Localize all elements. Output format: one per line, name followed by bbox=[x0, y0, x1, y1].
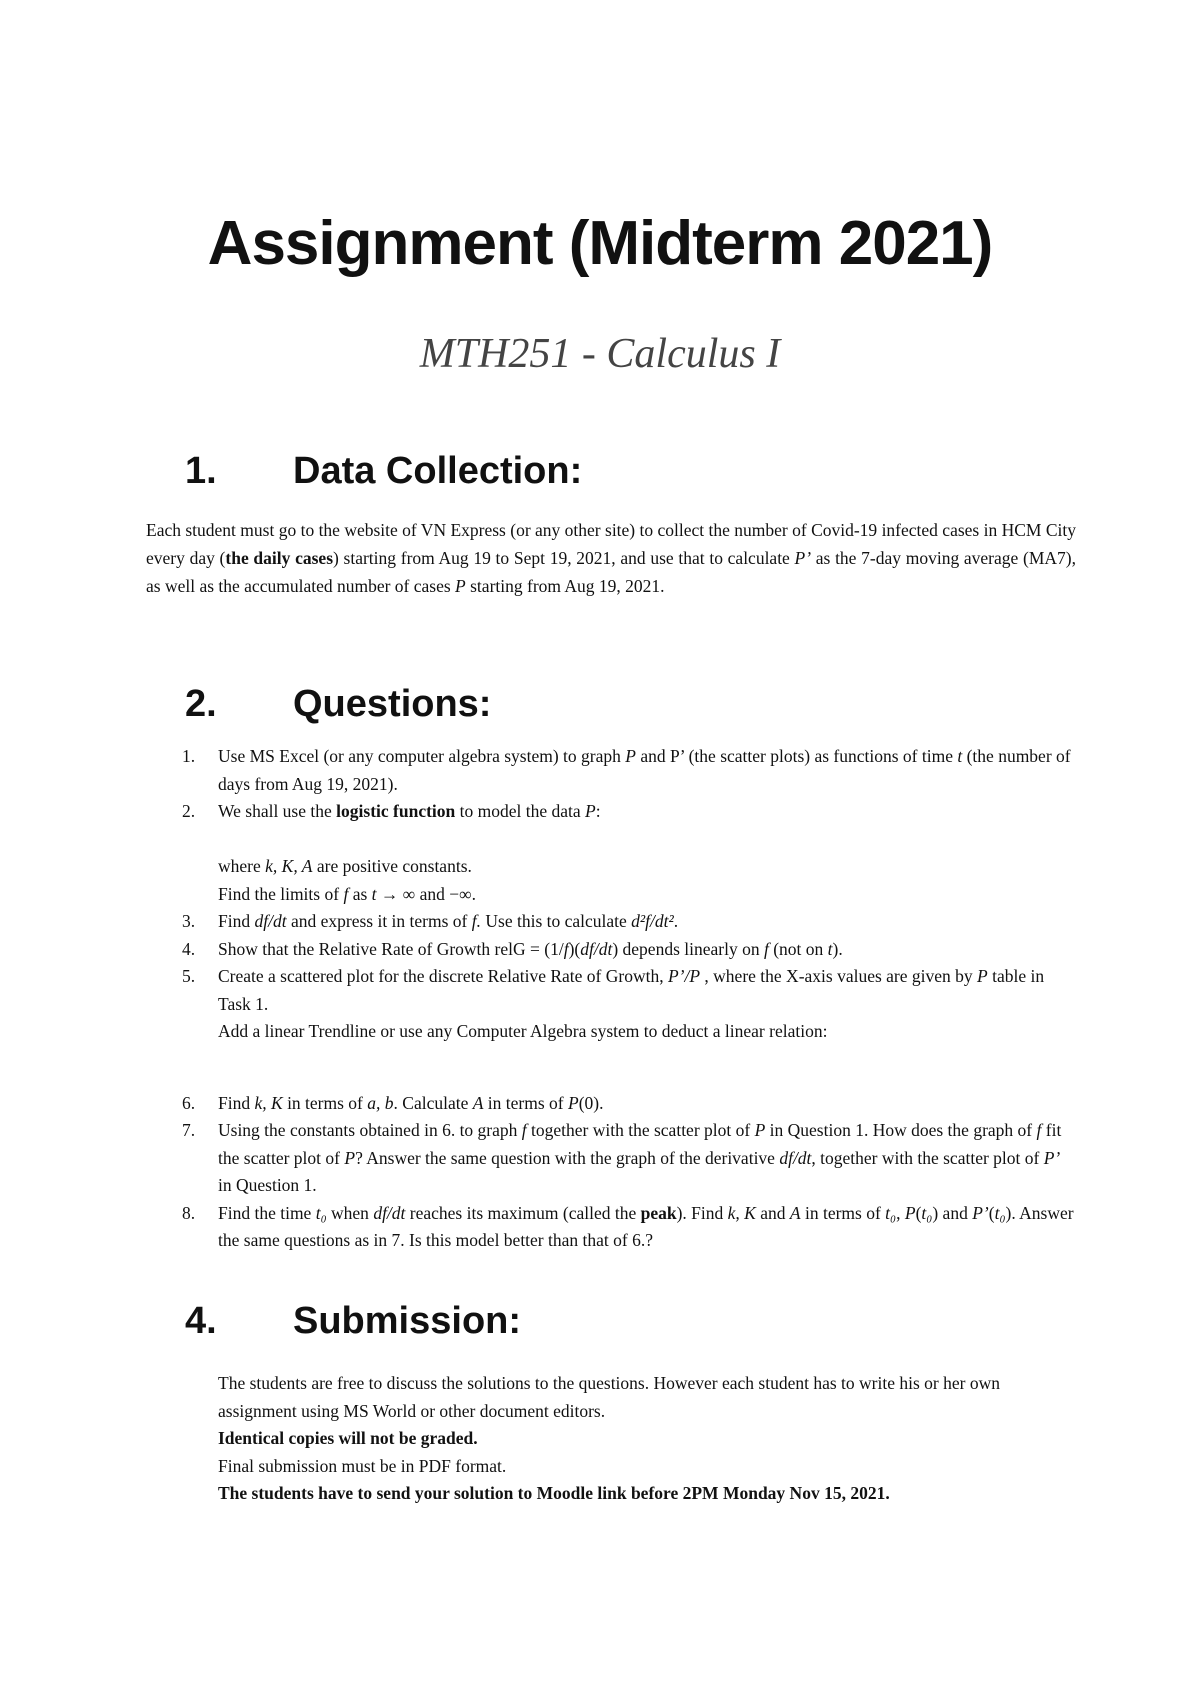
text-run: Find bbox=[218, 911, 255, 931]
section-heading-data-collection bbox=[185, 450, 582, 493]
text-run: ). Find bbox=[676, 1202, 728, 1223]
text-run: Show that the Relative Rate of Growth relG = (1/ bbox=[218, 938, 564, 959]
course-subtitle: MTH251 - Calculus I bbox=[419, 331, 781, 377]
text-run: ( bbox=[988, 1202, 995, 1223]
submission-format: Final submission must be in PDF format. bbox=[218, 1455, 507, 1476]
text-run-italic: df/dt bbox=[779, 1147, 812, 1168]
text-run: ? Answer the same question with the graph of the derivative bbox=[355, 1147, 780, 1168]
text-run-bold: logistic function bbox=[336, 801, 456, 821]
item-number: 5. bbox=[182, 966, 196, 986]
text-run-italic: df/dt bbox=[580, 938, 613, 959]
text-run: Create a scattered plot for the discrete Relative Rate of Growth, bbox=[218, 966, 668, 986]
text-run-italic: t₀ bbox=[885, 1202, 897, 1223]
text-run-italic: f bbox=[763, 938, 769, 959]
text-run-italic: f bbox=[343, 883, 349, 904]
formula-gap bbox=[218, 826, 1076, 854]
text-run-italic: k, K, A bbox=[265, 856, 313, 876]
text-run-italic: k, K bbox=[727, 1202, 756, 1223]
text-run-italic: P bbox=[754, 1120, 766, 1140]
text-run: Find the time bbox=[218, 1202, 316, 1223]
formula-gap bbox=[218, 1046, 1076, 1090]
text-run-italic: A bbox=[472, 1092, 484, 1113]
section-label: Questions: bbox=[293, 683, 492, 725]
text-run-italic: P’ bbox=[972, 1202, 989, 1223]
text-run: , where the X-axis values are given by bbox=[700, 966, 978, 986]
text-run: ) starting from Aug 19 to Sept 19, 2021, and use that to calculate bbox=[333, 548, 795, 568]
section-number: 2. bbox=[185, 683, 217, 725]
text-run-italic: f bbox=[1036, 1120, 1042, 1140]
list-item bbox=[146, 936, 1076, 964]
text-run: to model the data bbox=[455, 801, 586, 821]
list-item bbox=[146, 743, 1076, 798]
text-run: as the 7-day moving average (MA7), as well as the accumulated number of cases bbox=[146, 548, 1076, 596]
text-run: in terms of bbox=[483, 1092, 568, 1113]
text-run-italic: A bbox=[789, 1202, 801, 1223]
text-run: . bbox=[673, 911, 679, 931]
text-run: ( bbox=[915, 1202, 922, 1223]
text-run: where bbox=[218, 856, 266, 876]
text-run: Use MS Excel (or any computer algebra system) to graph bbox=[218, 746, 626, 766]
text-run: Find the limits of bbox=[218, 883, 344, 904]
text-run: : bbox=[595, 801, 601, 821]
list-item bbox=[146, 963, 1076, 1090]
text-run: together with the scatter plot of bbox=[526, 1120, 755, 1140]
text-run: reaches its maximum (called the bbox=[405, 1202, 641, 1223]
page-title: Assignment (Midterm 2021) bbox=[207, 209, 993, 278]
text-run-italic: P bbox=[977, 966, 988, 986]
text-run-bold: the daily cases bbox=[225, 548, 333, 568]
text-run-italic: P’ bbox=[794, 548, 812, 568]
section-heading-submission bbox=[185, 1300, 521, 1343]
text-run-italic: t bbox=[827, 938, 833, 959]
text-run-italic: t₀ bbox=[994, 1202, 1006, 1223]
text-run: )( bbox=[568, 938, 581, 959]
text-run: Each student must go to the website of VN Express (or any other site) to collect the number of Covid-19 infected cases in HCM City every day ( bbox=[146, 520, 1076, 568]
text-run: and bbox=[755, 1202, 790, 1223]
list-item-line bbox=[218, 853, 1076, 881]
data-collection-paragraph bbox=[146, 516, 1076, 600]
text-run-italic: P bbox=[904, 1202, 916, 1223]
text-run: Use this to calculate bbox=[481, 911, 632, 931]
item-number: 3. bbox=[182, 911, 196, 931]
list-item bbox=[146, 798, 1076, 908]
item-number: 2. bbox=[182, 801, 196, 821]
item-number: 1. bbox=[182, 746, 196, 766]
list-item bbox=[146, 1200, 1076, 1255]
text-run: We shall use the bbox=[218, 801, 337, 821]
item-number: 6. bbox=[182, 1092, 196, 1113]
text-run-italic: P bbox=[625, 746, 636, 766]
text-run: . Calculate bbox=[393, 1092, 473, 1113]
text-run-italic: f bbox=[521, 1120, 527, 1140]
list-item-line bbox=[218, 881, 1076, 909]
list-item bbox=[146, 1090, 1076, 1118]
text-run-italic: P bbox=[568, 1092, 579, 1113]
text-run: ). Answer the same questions as in 7. Is this model better than that of 6.? bbox=[218, 1202, 1074, 1250]
submission-block bbox=[218, 1370, 1078, 1508]
text-run: , together with the scatter plot of bbox=[811, 1147, 1044, 1168]
text-run: → ∞ and −∞. bbox=[376, 883, 476, 904]
text-run-italic: d²f/dt² bbox=[631, 911, 674, 931]
list-item bbox=[146, 1117, 1076, 1200]
text-run-italic: t bbox=[957, 746, 963, 766]
text-run: Using the constants obtained in 6. to graph bbox=[218, 1120, 522, 1140]
section-number: 4. bbox=[185, 1300, 217, 1342]
text-run: (0). bbox=[578, 1092, 604, 1113]
text-run: in terms of bbox=[282, 1092, 368, 1113]
text-run: and P’ (the scatter plots) as functions of time bbox=[635, 746, 958, 766]
text-run: in terms of bbox=[800, 1202, 886, 1223]
text-run: table in Task 1. bbox=[218, 966, 1045, 1014]
submission-text: The students are free to discuss the solutions to the questions. However each student has to write his or her own assignment using MS World or other document editors. bbox=[218, 1373, 1000, 1421]
text-run-italic: f. bbox=[471, 911, 481, 931]
text-run: fit the scatter plot of bbox=[218, 1120, 1062, 1168]
text-run: in Question 1. How does the graph of bbox=[765, 1120, 1037, 1140]
text-run: in Question 1. bbox=[218, 1175, 317, 1195]
text-run: Find bbox=[218, 1092, 255, 1113]
item-number: 4. bbox=[182, 938, 196, 959]
text-run: ) depends linearly on bbox=[612, 938, 764, 959]
text-run: are positive constants. bbox=[312, 856, 472, 876]
text-run: (the number of days from Aug 19, 2021). bbox=[218, 746, 1071, 794]
text-run-italic: t₀ bbox=[921, 1202, 933, 1223]
text-run: , bbox=[896, 1202, 905, 1223]
section-number: 1. bbox=[185, 450, 217, 492]
questions-list bbox=[146, 743, 1076, 1255]
text-run-italic: P bbox=[344, 1147, 356, 1168]
section-heading-questions bbox=[185, 683, 491, 726]
item-number: 7. bbox=[182, 1120, 196, 1140]
text-run-italic: P’ bbox=[1043, 1147, 1061, 1168]
text-run-bold: peak bbox=[640, 1202, 677, 1223]
text-run: when bbox=[326, 1202, 374, 1223]
submission-warning: Identical copies will not be graded. bbox=[218, 1428, 478, 1448]
text-run: starting from Aug 19, 2021. bbox=[465, 576, 665, 596]
section-label: Submission: bbox=[293, 1300, 522, 1342]
text-run-italic: k, K bbox=[254, 1092, 283, 1113]
text-run: (not on bbox=[768, 938, 828, 959]
text-run-italic: P bbox=[585, 801, 596, 821]
text-run-italic: t₀ bbox=[315, 1202, 327, 1223]
text-run-italic: a, b bbox=[367, 1092, 394, 1113]
submission-deadline: The students have to send your solution to Moodle link before 2PM Monday Nov 15, 2021. bbox=[218, 1483, 890, 1503]
item-number: 8. bbox=[182, 1202, 196, 1223]
text-run-italic: f bbox=[563, 938, 569, 959]
text-run-italic: t bbox=[371, 883, 377, 904]
list-item-line: Add a linear Trendline or use any Computer Algebra system to deduct a linear relation: bbox=[218, 1021, 828, 1041]
text-run: as bbox=[348, 883, 372, 904]
text-run-italic: P’/P bbox=[667, 966, 701, 986]
text-run: ) and bbox=[932, 1202, 973, 1223]
text-run-italic: P bbox=[455, 576, 466, 596]
list-item bbox=[146, 908, 1076, 936]
text-run-italic: df/dt bbox=[373, 1202, 406, 1223]
text-run: ). bbox=[832, 938, 843, 959]
section-label: Data Collection: bbox=[293, 450, 583, 492]
text-run: and express it in terms of bbox=[286, 911, 472, 931]
text-run-italic: df/dt bbox=[254, 911, 287, 931]
